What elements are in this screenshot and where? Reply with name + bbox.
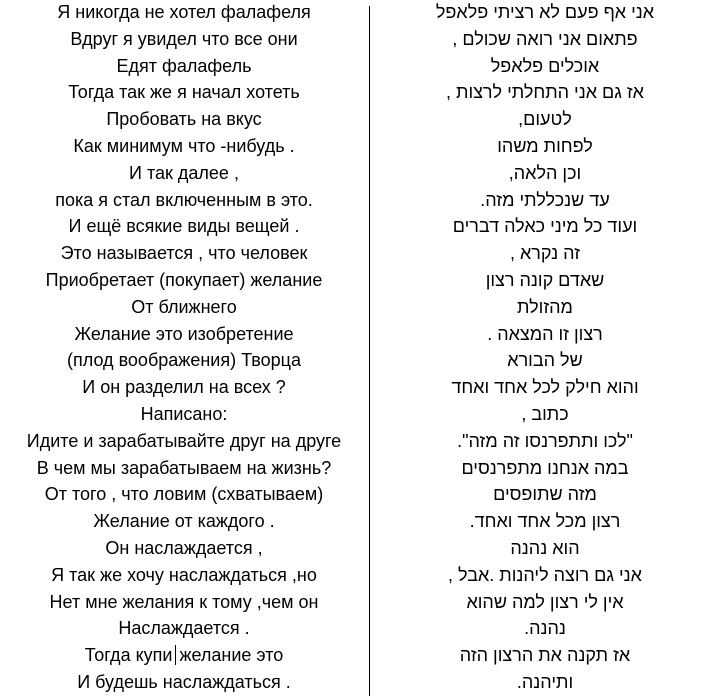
text-line: Я никогда не хотел фалафеля [57,2,311,22]
text-line: ועוד כל מיני כאלה דברים [452,216,638,237]
text-line: Пробовать на вкус [106,109,262,130]
text-line: אוכלים פלאפל [490,55,600,76]
text-line: לפחות משהו [497,135,593,156]
text-line: רצון זו המצאה . [487,323,603,344]
text-line: И так далее , [129,162,239,183]
text-line: במה אנחנו מתפרנסים [461,457,629,478]
text-line: עד שנכללתי מזה. [480,189,610,210]
text-line: לטעום, [518,109,572,130]
text-line: Он наслаждается , [105,537,263,558]
text-line: Приобретает (покупает) желание [45,269,323,290]
text-line: הוא נהנה [510,537,580,558]
text-line: Как минимум что -нибудь . [73,135,295,156]
text-segment: желание это [179,645,284,666]
text-line: והוא חילק לכל אחד ואחד [451,377,639,398]
text-line: От ближнего [131,296,237,317]
text-line: Вдруг я увидел что все они [70,28,298,49]
text-line: אז גם אני התחלתי לרצות , [446,82,644,103]
text-line: И будешь наслаждаться . [77,671,291,692]
hebrew-text-column [373,0,717,696]
text-line: ותיהנה. [516,671,574,692]
text-line: пока я стал включенным в это. [55,189,313,210]
text-line-with-cursor[interactable] [0,642,368,669]
text-line: מזה שתופסים [493,484,597,505]
text-line: רצון מכל אחד ואחד. [469,511,621,532]
text-line: Я так же хочу наслаждаться ,но [51,564,317,585]
text-line: אני אף פעם לא רציתי פלאפל [435,2,655,22]
text-line: И ещё всякие виды вещей . [68,216,300,237]
text-line: אני גם רוצה ליהנות .אבל , [448,564,642,585]
text-line: Написано: [140,403,228,424]
text-line: Нет мне желания к тому ,чем он [49,591,319,612]
text-line: Желание это изобретение [74,323,294,344]
text-cursor [175,645,176,665]
text-line: И он разделил на всех ? [82,377,286,398]
text-line: כתוב , [521,403,569,424]
text-line: נהנה. [524,618,566,639]
text-line: Это называется , что человек [60,243,308,264]
text-line: מהזולת [517,296,573,317]
text-line: "לכו ותתפרנסו זה מזה". [457,430,633,451]
text-line: של הבורא [507,350,583,371]
column-divider [369,6,370,696]
text-line: פתאום אני רואה שכולם , [452,28,638,49]
text-line: וכן הלאה, [508,162,582,183]
text-line: זה נקרא , [509,243,581,264]
text-line: Наслаждается . [118,618,250,639]
text-line: אין לי רצון למה שהוא [466,591,624,612]
text-line: שאדם קונה רצון [485,269,605,290]
text-line: (плод воображения) Творца [67,350,301,371]
text-segment: Тогда купи [84,645,173,666]
text-line: От того , что ловим (схватываем) [44,484,324,505]
text-line: אז תקנה את הרצון הזה [459,645,631,666]
text-line: В чем мы зарабатываем на жизнь? [36,457,332,478]
text-line: Идите и зарабатывайте друг на друге [26,430,342,451]
text-line: Желание от каждого . [93,511,275,532]
text-line: Едят фалафель [116,55,252,76]
text-line: Тогда так же я начал хотеть [68,82,300,103]
